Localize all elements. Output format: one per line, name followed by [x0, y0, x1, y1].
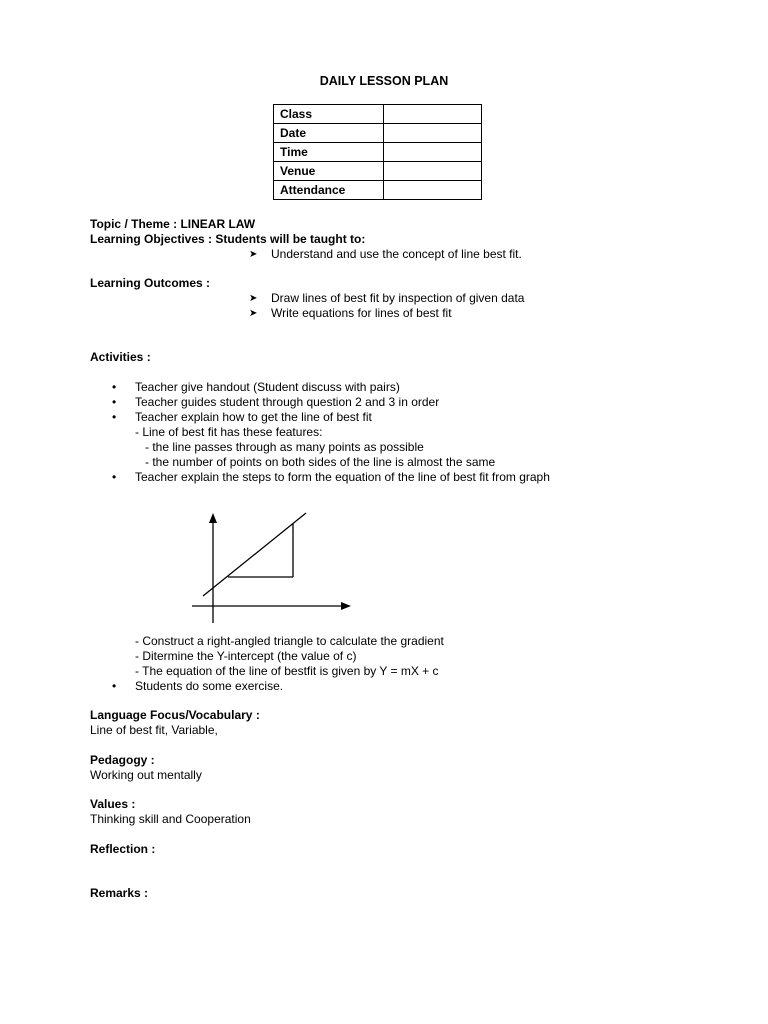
best-fit-line: [203, 513, 306, 596]
lesson-info-table: [273, 104, 482, 200]
table-row: [274, 162, 482, 181]
arrow-bullet-icon: ➤: [249, 249, 258, 260]
outcome-text: Draw lines of best fit by inspection of given data: [271, 291, 525, 305]
list-item: [112, 679, 284, 694]
info-value-venue: [384, 162, 482, 181]
values-heading: Values :: [90, 797, 136, 811]
list-item: [112, 470, 550, 485]
arrow-bullet-icon: ➤: [249, 293, 258, 304]
info-label-time: Time: [274, 143, 384, 162]
step-item: - Ditermine the Y-intercept (the value of c): [135, 649, 357, 663]
activity-text: Students do some exercise.: [135, 679, 284, 693]
reflection-heading: Reflection :: [90, 842, 156, 856]
language-focus-text: Line of best fit, Variable,: [90, 723, 218, 737]
activity-text: Teacher explain how to get the line of best fit: [135, 410, 372, 424]
info-label-attendance: Attendance: [274, 181, 384, 200]
table-row: [274, 105, 482, 124]
info-value-attendance: [384, 181, 482, 200]
info-label-venue: Venue: [274, 162, 384, 181]
outcomes-heading: Learning Outcomes :: [90, 276, 211, 290]
list-item: [249, 291, 525, 306]
best-fit-line-diagram: [185, 505, 360, 625]
list-item: [112, 410, 372, 425]
info-label-class: Class: [274, 105, 384, 124]
dot-bullet-icon: •: [112, 410, 117, 424]
info-value-date: [384, 124, 482, 143]
table-row: [274, 124, 482, 143]
list-item: [112, 395, 440, 410]
values-text: Thinking skill and Cooperation: [90, 812, 251, 826]
topic-heading: Topic / Theme : LINEAR LAW: [90, 217, 256, 231]
step-item: - Construct a right-angled triangle to calculate the gradient: [135, 634, 444, 648]
feature-item: - the number of points on both sides of the line is almost the same: [145, 455, 496, 469]
x-axis-arrow-icon: [341, 602, 351, 610]
y-axis-arrow-icon: [209, 513, 217, 523]
remarks-heading: Remarks :: [90, 886, 149, 900]
table-row: [274, 143, 482, 162]
dot-bullet-icon: •: [112, 679, 117, 693]
objective-text: Understand and use the concept of line best fit.: [271, 247, 522, 261]
activity-text: Teacher explain the steps to form the equation of the line of best fit from graph: [135, 470, 550, 484]
activities-heading: Activities :: [90, 350, 151, 364]
dot-bullet-icon: •: [112, 395, 117, 409]
pedagogy-heading: Pedagogy :: [90, 753, 155, 767]
objectives-heading: Learning Objectives : Students will be taught to:: [90, 232, 366, 246]
info-value-time: [384, 143, 482, 162]
page-title: DAILY LESSON PLAN: [319, 74, 449, 88]
pedagogy-text: Working out mentally: [90, 768, 202, 782]
list-item: [249, 247, 522, 262]
activity-text: Teacher give handout (Student discuss with pairs): [135, 380, 400, 394]
info-label-date: Date: [274, 124, 384, 143]
activity-text: Teacher guides student through question 2 and 3 in order: [135, 395, 440, 409]
language-focus-heading: Language Focus/Vocabulary :: [90, 708, 260, 722]
step-item: - The equation of the line of bestfit is given by Y = mX + c: [135, 664, 439, 678]
feature-item: - the line passes through as many points as possible: [145, 440, 424, 454]
outcome-text: Write equations for lines of best fit: [271, 306, 452, 320]
list-item: [112, 380, 400, 395]
dot-bullet-icon: •: [112, 380, 117, 394]
features-intro: - Line of best fit has these features:: [135, 425, 323, 439]
list-item: [249, 306, 452, 321]
dot-bullet-icon: •: [112, 470, 117, 484]
info-value-class: [384, 105, 482, 124]
table-row: [274, 181, 482, 200]
arrow-bullet-icon: ➤: [249, 308, 258, 319]
